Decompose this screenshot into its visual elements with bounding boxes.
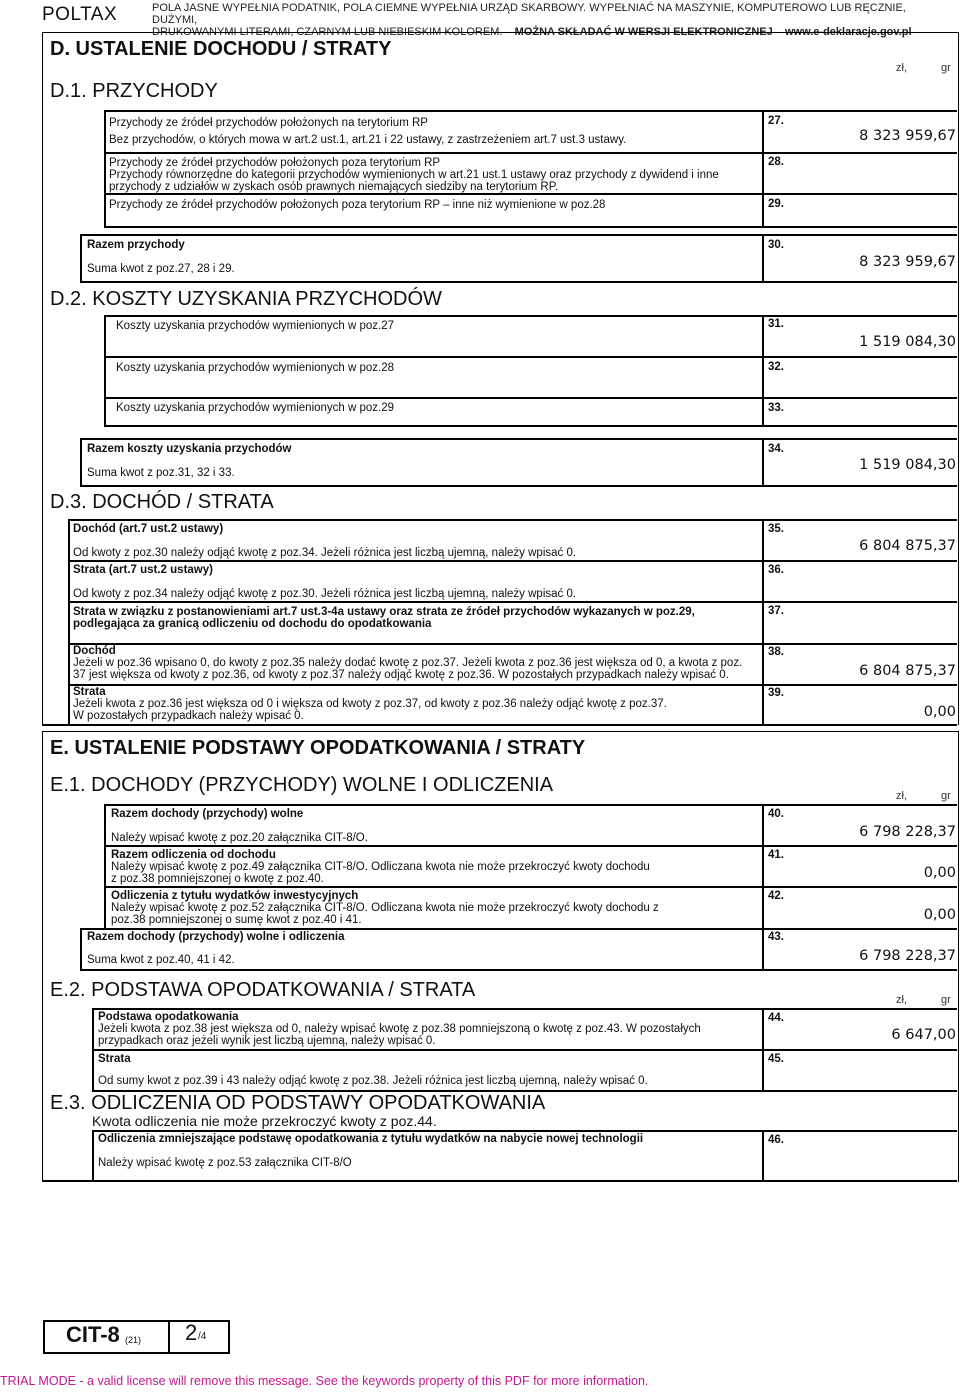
- row-40-title: Razem dochody (przychody) wolne: [111, 808, 304, 820]
- row-27-title: Przychody ze źródeł przychodów położonych na terytorium RP: [109, 117, 428, 129]
- row-37-title1: Strata w związku z postanowieniami art.7 ust.3-4a ustawy oraz strata ze źródeł przychodów wykazanych w poz.29,: [73, 606, 695, 618]
- header-note-link[interactable]: www.e-deklaracje.gov.pl: [784, 26, 912, 38]
- form-id-divider: [168, 1320, 170, 1353]
- section-d3-title: D.3. DOCHÓD / STRATA: [50, 491, 274, 513]
- unit-gr: gr: [941, 62, 951, 74]
- form-name: CIT-8: [66, 1322, 120, 1347]
- page-number: 2: [185, 1320, 198, 1345]
- pos-43-value[interactable]: 6 798 228,37: [859, 948, 956, 964]
- pos-38-value[interactable]: 6 804 875,37: [859, 663, 956, 679]
- row-36-desc: Od kwoty z poz.34 należy odjąć kwotę z poz.30. Jeżeli różnica jest liczbą ujemną, należy wpisać 0.: [73, 588, 577, 600]
- section-d2-title: D.2. KOSZTY UZYSKANIA PRZYCHODÓW: [50, 288, 442, 310]
- pos-44-label: 44.: [768, 1012, 784, 1024]
- row-29-title: Przychody ze źródeł przychodów położonych poza terytorium RP – inne niż wymienione w poz.28: [109, 199, 606, 211]
- section-e3-subtitle: Kwota odliczenia nie może przekroczyć kwoty z poz.44.: [92, 1113, 437, 1129]
- pos-41-label: 41.: [768, 849, 784, 861]
- row-40-desc: Należy wpisać kwotę z poz.20 załącznika CIT-8/O.: [111, 832, 368, 844]
- row-44-title: Podstawa opodatkowania: [98, 1011, 239, 1023]
- row-28-title: Przychody ze źródeł przychodów położonych poza terytorium RP: [109, 157, 441, 169]
- row-39-desc2: W pozostałych przypadkach należy wpisać 0.: [73, 710, 304, 722]
- page-total: /4: [198, 1331, 207, 1342]
- pos-44-value[interactable]: 6 647,00: [891, 1027, 956, 1043]
- pos-29-label: 29.: [768, 198, 784, 210]
- row-30-title: Razem przychody: [87, 239, 185, 251]
- form-version: (21): [125, 1335, 142, 1345]
- row-38-title: Dochód: [73, 645, 116, 657]
- row-38-desc1: Jeżeli w poz.36 wpisano 0, do kwoty z poz.35 należy dodać kwotę z poz.37. Jeżeli kwota z poz.36 jest większa od 0, a kwota z poz.: [73, 657, 743, 669]
- pos-37-label: 37.: [768, 605, 784, 617]
- row-39-desc1: Jeżeli kwota z poz.36 jest większa od 0 i większa od kwoty z poz.37, od kwoty z poz.36 należy odjąć kwotę z poz.37.: [73, 698, 667, 710]
- unit-zl-e2: zł,: [896, 994, 907, 1006]
- row-44-desc2: przypadkach oraz jeżeli wynik jest liczbą ujemną, należy wpisać 0.: [98, 1035, 436, 1047]
- row-35-title: Dochód (art.7 ust.2 ustawy): [73, 523, 224, 535]
- pos-27-label: 27.: [768, 115, 784, 127]
- pos-42-label: 42.: [768, 890, 784, 902]
- row-42-title: Odliczenia z tytułu wydatków inwestycyjnych: [111, 890, 359, 902]
- pos-34-value[interactable]: 1 519 084,30: [859, 457, 956, 473]
- section-e1-title: E.1. DOCHODY (PRZYCHODY) WOLNE I ODLICZENIA: [50, 774, 554, 796]
- header-note-line2a: DRUKOWANYMI LITERAMI, CZARNYM LUB NIEBIESKIM KOLOREM.: [152, 26, 503, 38]
- row-44-desc1: Jeżeli kwota z poz.38 jest większa od 0, należy wpisać kwotę z poz.38 pomniejszoną o kwotę z poz.43. W pozostałych: [98, 1023, 701, 1035]
- row-41-title: Razem odliczenia od dochodu: [111, 849, 276, 861]
- pos-34-label: 34.: [768, 443, 784, 455]
- pos-39-label: 39.: [768, 687, 784, 699]
- pos-45-label: 45.: [768, 1053, 784, 1065]
- row-45-title: Strata: [98, 1053, 131, 1065]
- unit-gr-e2: gr: [941, 994, 951, 1006]
- pos-38-label: 38.: [768, 646, 784, 658]
- pos-40-label: 40.: [768, 808, 784, 820]
- pos-35-value[interactable]: 6 804 875,37: [859, 538, 956, 554]
- header-note-line2b: MOŻNA SKŁADAĆ W WERSJI ELEKTRONICZNEJ: [514, 26, 773, 38]
- row-31: Koszty uzyskania przychodów wymienionych w poz.27: [116, 320, 395, 332]
- section-e3-title: E.3. ODLICZENIA OD PODSTAWY OPODATKOWANIA: [50, 1092, 546, 1114]
- pos-46-label: 46.: [768, 1134, 784, 1146]
- row-46-title: Odliczenia zmniejszające podstawę opodatkowania z tytułu wydatków na nabycie nowej technologii: [98, 1133, 644, 1145]
- row-41-desc2: z poz.38 pomniejszonej o kwotę z poz.40.: [111, 873, 324, 885]
- row-42-desc1: Należy wpisać kwotę z poz.52 załącznika CIT-8/O. Odliczana kwota nie może przekroczyć kwoty dochodu z: [111, 902, 659, 914]
- row-28-desc1: Przychody równorzędne do kategorii przychodów wymienionych w art.21 ust.1 ustawy oraz przychody z dywidend i inne: [109, 169, 719, 181]
- pos-40-value[interactable]: 6 798 228,37: [859, 824, 956, 840]
- row-45-desc: Od sumy kwot z poz.39 i 43 należy odjąć kwotę z poz.38. Jeżeli różnica jest liczbą ujemną, należy wpisać 0.: [98, 1075, 648, 1087]
- unit-gr-e1: gr: [941, 790, 951, 802]
- row-34-title: Razem koszty uzyskania przychodów: [87, 443, 292, 455]
- row-39-title: Strata: [73, 686, 106, 698]
- brand-logo: POLTAX: [42, 4, 118, 25]
- row-34-desc: Suma kwot z poz.31, 32 i 33.: [87, 467, 235, 479]
- pos-43-label: 43.: [768, 931, 784, 943]
- section-d1-title: D.1. PRZYCHODY: [50, 80, 218, 102]
- pos-30-value[interactable]: 8 323 959,67: [859, 254, 956, 270]
- section-e-title: E. USTALENIE PODSTAWY OPODATKOWANIA / STRATY: [50, 737, 586, 759]
- row-37-title2: podlegająca za granicą odliczeniu od dochodu do opodatkowania: [73, 618, 432, 630]
- row-46-desc: Należy wpisać kwotę z poz.53 załącznika CIT-8/O: [98, 1157, 352, 1169]
- unit-zl: zł,: [896, 62, 907, 74]
- pos-30-label: 30.: [768, 239, 784, 251]
- pos-39-value[interactable]: 0,00: [923, 704, 956, 720]
- row-27-desc: Bez przychodów, o których mowa w art.2 ust.1, art.21 i 22 ustawy, z zastrzeżeniem art.7 ust.3 ustawy.: [109, 134, 627, 146]
- pos-42-value[interactable]: 0,00: [923, 907, 956, 923]
- pos-41-value[interactable]: 0,00: [923, 865, 956, 881]
- row-36-title: Strata (art.7 ust.2 ustawy): [73, 564, 213, 576]
- pos-28-label: 28.: [768, 156, 784, 168]
- pos-31-value[interactable]: 1 519 084,30: [859, 334, 956, 350]
- section-d-title: D. USTALENIE DOCHODU / STRATY: [50, 38, 392, 60]
- pos-27-value[interactable]: 8 323 959,67: [859, 128, 956, 144]
- row-35-desc: Od kwoty z poz.30 należy odjąć kwotę z poz.34. Jeżeli różnica jest liczbą ujemną, należy wpisać 0.: [73, 547, 577, 559]
- row-28-desc2: przychody z udziałów w zyskach osób prawnych niemających siedziby na terytorium RP.: [109, 181, 559, 193]
- row-43-desc: Suma kwot z poz.40, 41 i 42.: [87, 954, 235, 966]
- row-43-title: Razem dochody (przychody) wolne i odliczenia: [87, 931, 345, 943]
- row-41-desc1: Należy wpisać kwotę z poz.49 załącznika CIT-8/O. Odliczana kwota nie może przekroczyć kwoty dochodu: [111, 861, 650, 873]
- pos-33-label: 33.: [768, 402, 784, 414]
- row-32: Koszty uzyskania przychodów wymienionych w poz.28: [116, 362, 395, 374]
- pos-32-label: 32.: [768, 361, 784, 373]
- section-e2-title: E.2. PODSTAWA OPODATKOWANIA / STRATA: [50, 979, 476, 1001]
- pos-35-label: 35.: [768, 523, 784, 535]
- unit-zl-e1: zł,: [896, 790, 907, 802]
- row-33: Koszty uzyskania przychodów wymienionych w poz.29: [116, 402, 395, 414]
- row-30-desc: Suma kwot z poz.27, 28 i 29.: [87, 263, 235, 275]
- header-note-line1: POLA JASNE WYPEŁNIA PODATNIK, POLA CIEMNE WYPEŁNIA URZĄD SKARBOWY. WYPEŁNIAĆ NA MASZYNIE, KOMPUTEROWO LUB RĘCZNIE, DUŻYMI,: [152, 2, 906, 26]
- row-38-desc2: 37 jest większa od kwoty z poz.36, od kwoty z poz.37 należy odjąć kwotę z poz.36. W pozostałych przypadkach należy wpisać 0.: [73, 669, 729, 681]
- row-42-desc2: poz.38 pomniejszonej o sumę kwot z poz.40 i 41.: [111, 914, 362, 926]
- trial-watermark: TRIAL MODE - a valid license will remove this message. See the keywords property of this PDF for more information.: [0, 1374, 649, 1388]
- pos-36-label: 36.: [768, 564, 784, 576]
- pos-31-label: 31.: [768, 318, 784, 330]
